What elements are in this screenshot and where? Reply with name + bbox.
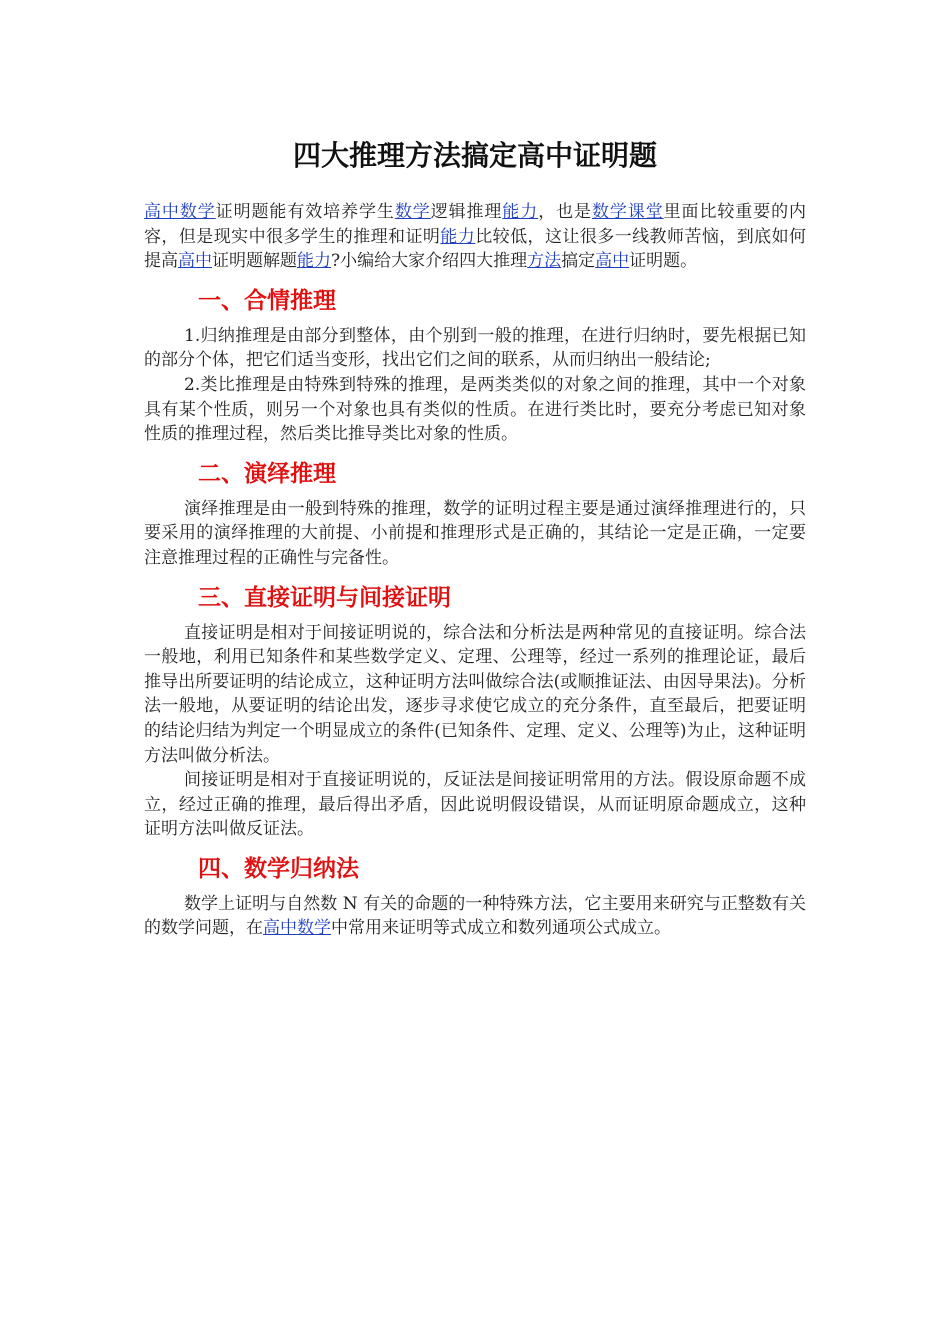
- intro-paragraph: [144, 200, 806, 274]
- section-heading-1: 一、合情推理: [198, 287, 336, 314]
- link-high-school-math[interactable]: 高中数学: [144, 202, 216, 222]
- link-high-school-1[interactable]: 高中: [178, 251, 212, 272]
- intro-text-7: ?小编给大家介绍四大推理: [331, 251, 528, 272]
- document-body: [144, 200, 806, 941]
- link-high-school-math-2[interactable]: 高中数学: [263, 918, 331, 939]
- section-4-paragraph-1: [144, 892, 806, 941]
- link-ability-3[interactable]: 能力: [297, 251, 331, 272]
- link-math[interactable]: 数学: [394, 202, 431, 222]
- section-heading-3: 三、直接证明与间接证明: [198, 584, 451, 611]
- link-math-class[interactable]: 数学课堂: [591, 202, 664, 222]
- intro-text-2: 逻辑推理: [430, 202, 503, 222]
- intro-text-8: 搞定: [561, 251, 596, 272]
- link-ability-1[interactable]: 能力: [502, 202, 539, 222]
- intro-text-5: 比较低，这让很多一线教师苦恼，到底如何提高: [144, 226, 807, 272]
- section-3-paragraph-1: 直接证明是相对于间接证明说的，综合法和分析法是两种常见的直接证明。综合法一般地，利用已知条件和某些数学定义、定理、公理等，经过一系列的推理论证，最后推导出所要证明的结论成立，这种证明方法叫做综合法(或顺推证法、由因导果法)。分析法一般地，从要证明的结论出发，逐步寻求使它成立的充分条件，直至最后，把要证明的结论归结为判定一个明显成立的条件(已知条件、定理、定义、公理等)为止，这种证明方法叫做分析法。: [144, 622, 806, 766]
- intro-text-9: 证明题。: [629, 251, 698, 272]
- link-ability-2[interactable]: 能力: [440, 226, 476, 247]
- section-heading-4: 四、数学归纳法: [198, 855, 359, 882]
- section-4-text-1: 数学上证明与自然数 N 有关的命题的一种特殊方法，它主要用来研究与正整数有关的数学问题，在: [144, 893, 806, 939]
- link-method[interactable]: 方法: [527, 251, 562, 272]
- intro-text-4: 里面比较重要的内容，但是现实中很多学生的推理和证明: [144, 202, 807, 247]
- section-3-paragraph-2: 间接证明是相对于直接证明说的，反证法是间接证明常用的方法。假设原命题不成立，经过正确的推理，最后得出矛盾，因此说明假设错误，从而证明原命题成立，这种证明方法叫做反证法。: [144, 770, 806, 840]
- section-2-paragraph-1: 演绎推理是由一般到特殊的推理，数学的证明过程主要是通过演绎推理进行的，只要采用的演绎推理的大前提、小前提和推理形式是正确的，其结论一定是正确，一定要注意推理过程的正确性与完备性。: [144, 498, 806, 568]
- intro-text-6: 证明题解题: [212, 251, 297, 272]
- section-heading-2: 二、演绎推理: [198, 460, 336, 487]
- section-4-text-2: 中常用来证明等式成立和数列通项公式成立。: [331, 918, 671, 939]
- section-1-paragraph-1: 1.归纳推理是由部分到整体，由个别到一般的推理，在进行归纳时，要先根据已知的部分个体，把它们适当变形，找出它们之间的联系，从而归纳出一般结论;: [144, 325, 806, 371]
- section-1-paragraph-2: 2.类比推理是由特殊到特殊的推理，是两类类似的对象之间的推理，其中一个对象具有某个性质，则另一个对象也具有类似的性质。在进行类比时，要充分考虑已知对象性质的推理过程，然后类比推导类比对象的性质。: [144, 374, 806, 445]
- link-high-school-2[interactable]: 高中: [595, 251, 630, 272]
- intro-text-1: 证明题能有效培养学生: [215, 202, 395, 222]
- document-title: 四大推理方法搞定高中证明题: [292, 139, 657, 172]
- intro-text-3: ，也是: [538, 202, 592, 222]
